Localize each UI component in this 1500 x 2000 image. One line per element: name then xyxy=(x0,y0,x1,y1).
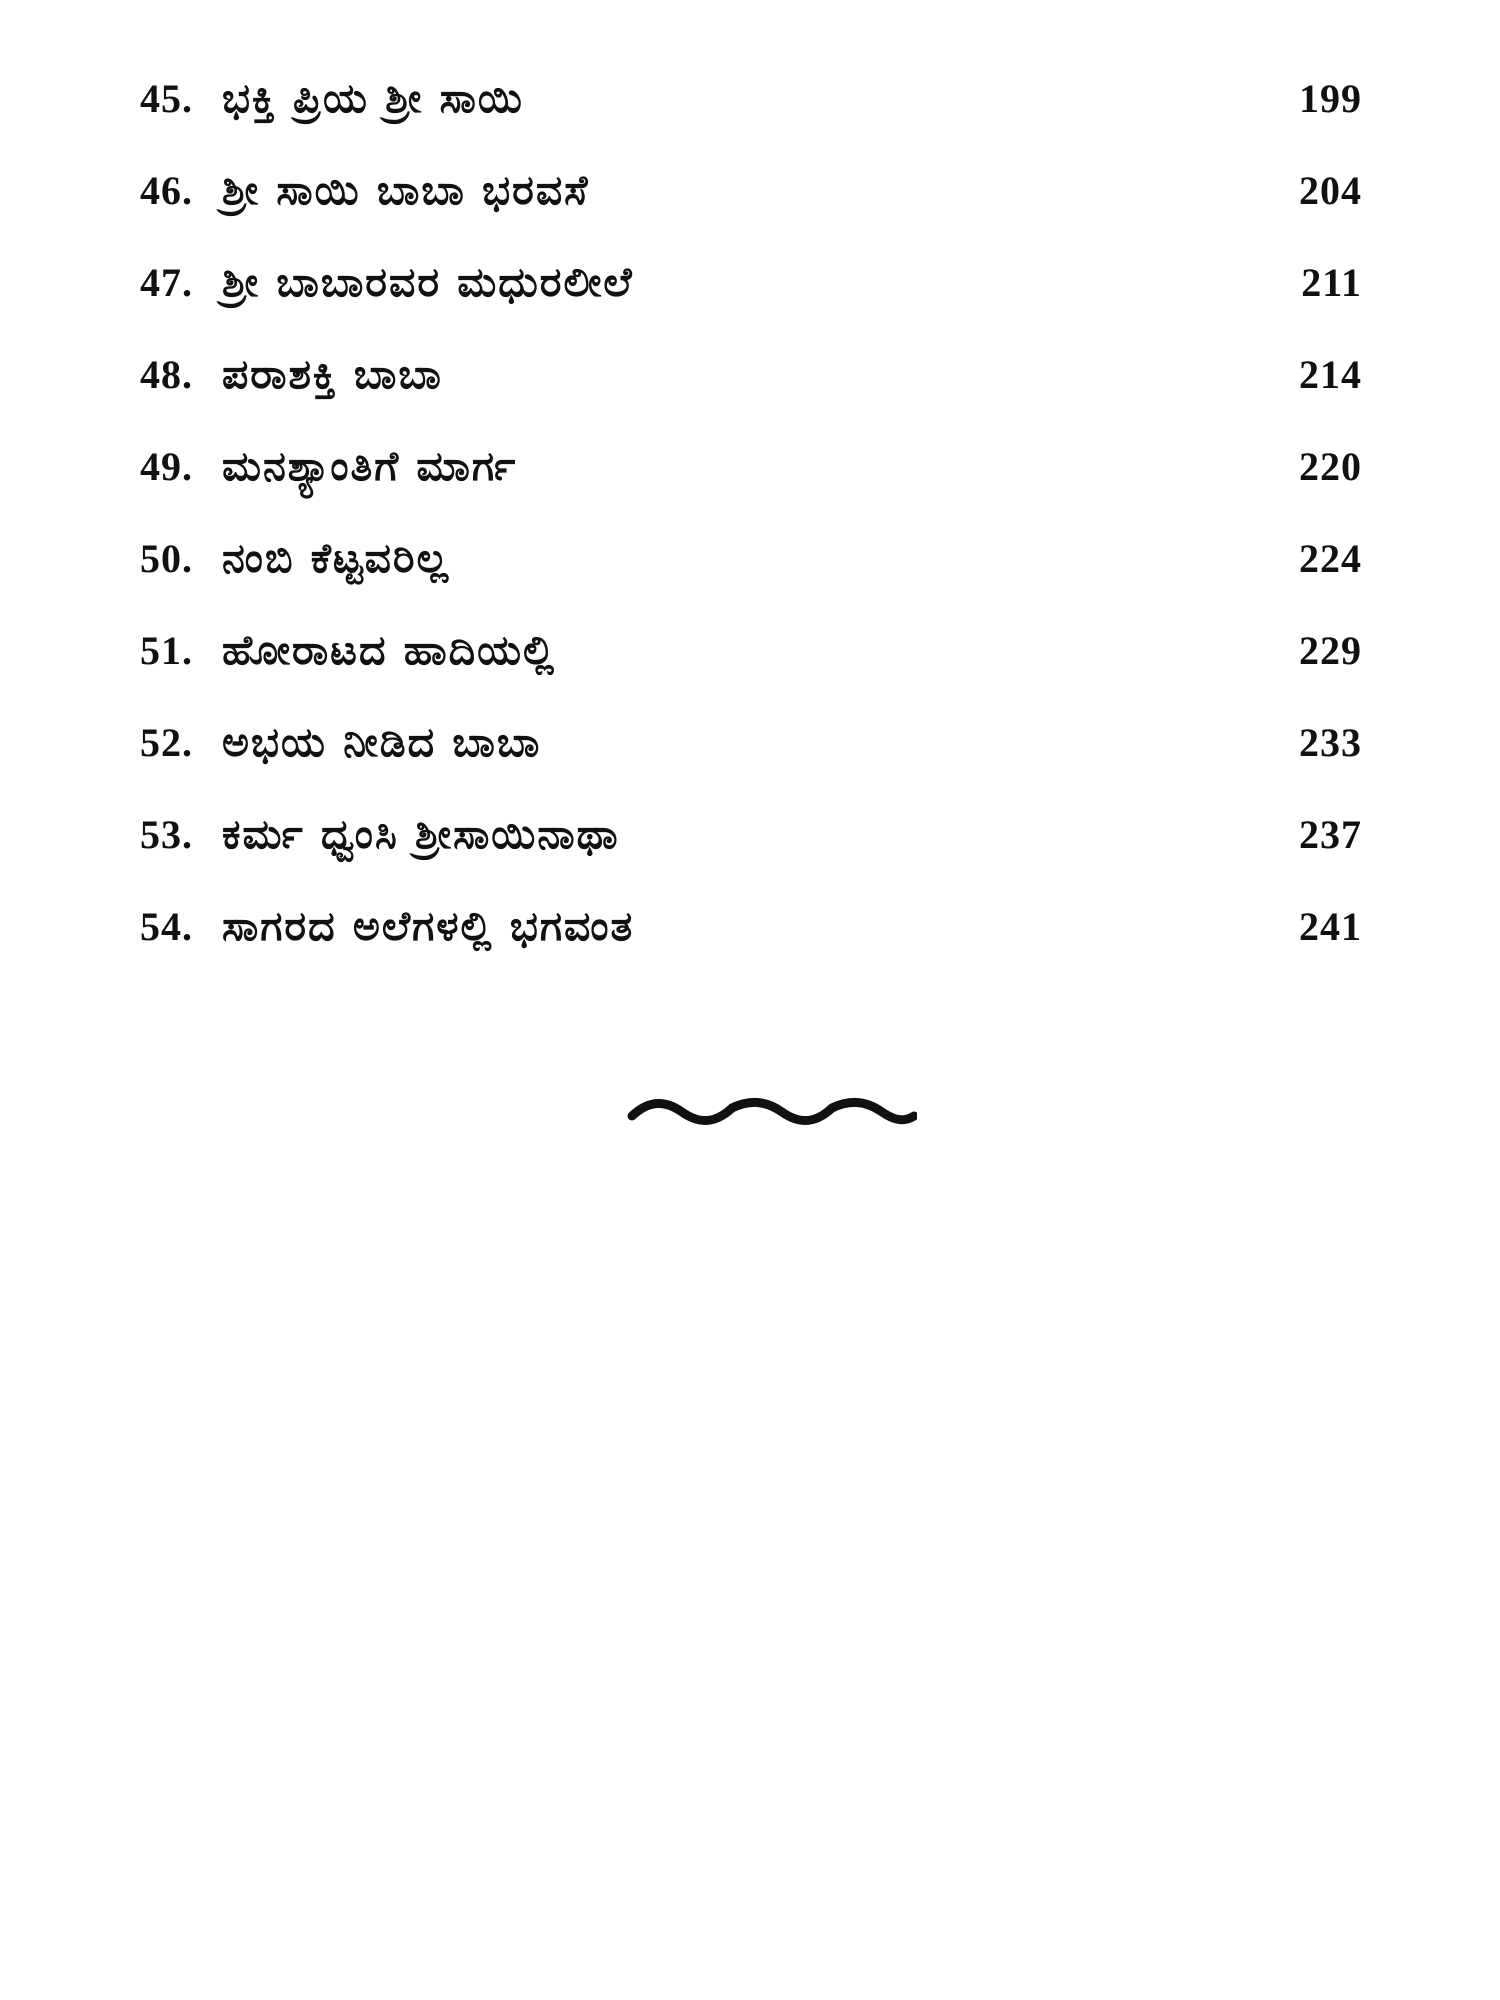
toc-entry-title: ಶ್ರೀ ಸಾಯಿ ಬಾಬಾ ಭರವಸೆ xyxy=(222,166,590,214)
toc-entry-page-number: 220 xyxy=(1299,444,1362,489)
table-of-contents xyxy=(140,74,1362,998)
toc-entry-title: ಭಕ್ತಿ ಪ್ರಿಯ ಶ್ರೀ ಸಾಯಿ xyxy=(222,74,524,122)
toc-entry-page-number: 237 xyxy=(1299,812,1362,857)
toc-entry-page-number: 233 xyxy=(1299,720,1362,765)
toc-entry-page-number: 214 xyxy=(1299,352,1362,397)
toc-entry-number: 48. xyxy=(140,352,193,397)
toc-entry xyxy=(140,166,1362,262)
toc-entry xyxy=(140,258,1362,354)
toc-entry xyxy=(140,534,1362,630)
toc-entry-number: 52. xyxy=(140,720,193,765)
toc-entry-page-number: 241 xyxy=(1299,904,1362,949)
toc-entry-title: ಹೋರಾಟದ ಹಾದಿಯಲ್ಲಿ xyxy=(222,626,556,674)
toc-entry-page-number: 199 xyxy=(1299,76,1362,121)
toc-entry-title: ಶ್ರೀ ಬಾಬಾರವರ ಮಧುರಲೀಲೆ xyxy=(222,258,634,306)
toc-entry-number: 49. xyxy=(140,444,193,489)
toc-entry-page-number: 211 xyxy=(1301,260,1362,305)
toc-entry-title: ಪರಾಶಕ್ತಿ ಬಾಬಾ xyxy=(222,350,443,398)
toc-entry-number: 45. xyxy=(140,76,193,121)
toc-entry-title: ಅಭಯ ನೀಡಿದ ಬಾಬಾ xyxy=(222,718,542,766)
toc-entry xyxy=(140,902,1362,998)
toc-entry-page-number: 224 xyxy=(1299,536,1362,581)
toc-entry xyxy=(140,718,1362,814)
tilde-wave-ornament-icon xyxy=(627,1092,917,1132)
toc-entry xyxy=(140,442,1362,538)
toc-entry-number: 51. xyxy=(140,628,193,673)
toc-entry xyxy=(140,810,1362,906)
toc-entry-title: ಸಾಗರದ ಅಲೆಗಳಲ್ಲಿ ಭಗವಂತ xyxy=(222,902,635,950)
toc-entry-number: 47. xyxy=(140,260,193,305)
toc-entry-page-number: 204 xyxy=(1299,168,1362,213)
toc-entry-number: 53. xyxy=(140,812,193,857)
toc-entry-title: ನಂಬಿ ಕೆಟ್ಟವರಿಲ್ಲ xyxy=(222,534,451,582)
toc-entry-number: 50. xyxy=(140,536,193,581)
toc-entry-number: 46. xyxy=(140,168,193,213)
toc-entry xyxy=(140,74,1362,170)
toc-entry-page-number: 229 xyxy=(1299,628,1362,673)
toc-entry xyxy=(140,350,1362,446)
toc-entry-title: ಕರ್ಮ ಧ್ವಂಸಿ ಶ್ರೀಸಾಯಿನಾಥಾ xyxy=(222,810,620,858)
toc-entry xyxy=(140,626,1362,722)
toc-entry-number: 54. xyxy=(140,904,193,949)
toc-entry-title: ಮನಶ್ಯಾಂತಿಗೆ ಮಾರ್ಗ xyxy=(222,442,518,490)
